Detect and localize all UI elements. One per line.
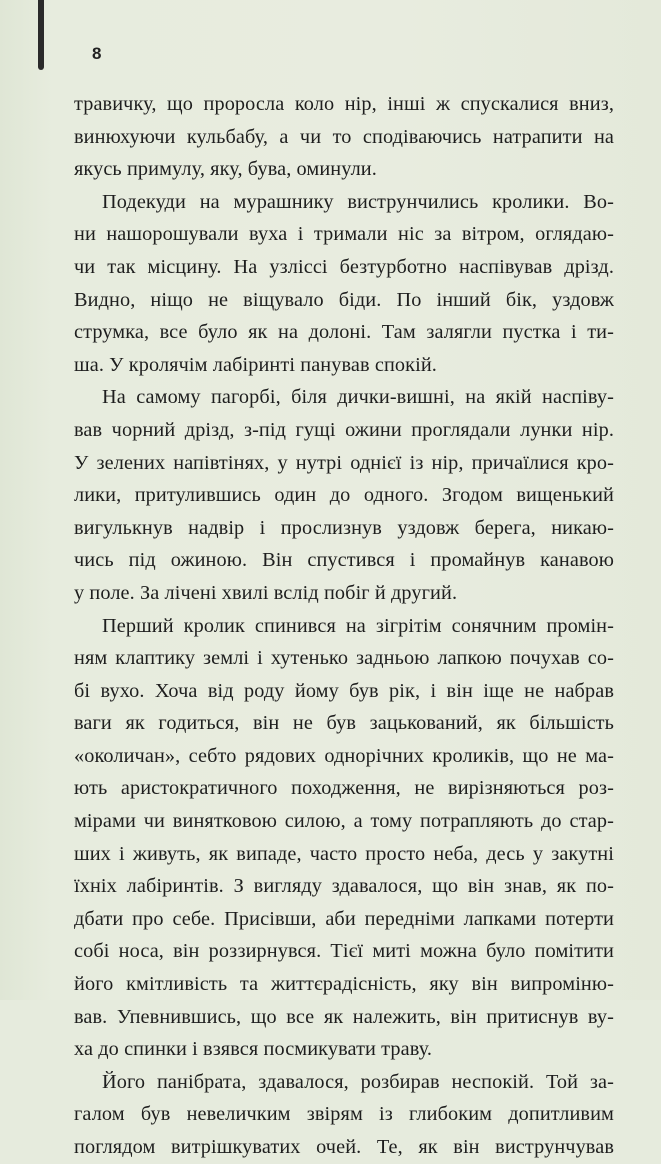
text-line: винюхуючи кульбабу, а чи то сподіваючись натрапити на — [74, 125, 614, 148]
text-line: ням клаптику землі і хутенько задньою лапкою почухав со- — [74, 647, 614, 670]
text-line: собі носа, він роззирнувся. Тієї миті можна було помітити — [74, 940, 614, 963]
text-line: струмка, все було як на долоні. Там залягли пустка і ти- — [74, 321, 614, 344]
text-line: травичку, що проросла коло нір, інші ж спускалися вниз, — [74, 93, 614, 115]
text-line: Його панібрата, здавалося, розбирав неспокій. Той за- — [102, 1070, 614, 1093]
text-line: ших і живуть, як випаде, часто просто неба, десь у закутні — [74, 842, 614, 865]
text-line: у поле. За лічені хвилі вслід побіг й другий. — [74, 581, 458, 604]
text-line: якусь примулу, яку, бува, оминули. — [74, 158, 377, 181]
text-line: ха до спинки і взявся посмикувати траву. — [74, 1038, 433, 1061]
text-line: їхніх лабіринтів. З вигляду здавалося, що він знав, як по- — [74, 875, 614, 898]
text-line: «околичан», себто рядових однорічних кроликів, що не ма- — [74, 744, 614, 767]
text-line: ваги як годиться, він не був зацькований, як більшість — [74, 712, 614, 735]
body-text — [74, 88, 614, 1164]
text-line: ша. У кролячім лабіринті панував спокій. — [74, 353, 437, 376]
text-line: бі вухо. Хоча від роду йому був рік, і він іще не набрав — [74, 679, 614, 702]
page-edge-mark — [38, 0, 44, 70]
text-line: Видно, ніщо не віщувало біди. По інший бік, уздовж — [74, 288, 614, 311]
text-line: поглядом витрішкуватих очей. Те, як він виструнчував — [74, 1136, 614, 1158]
text-line: вигулькнув надвір і прослизнув уздовж берега, никаю- — [74, 516, 614, 539]
text-line: вав чорний дрізд, з-під гущі ожини проглядали лунки нір. — [74, 418, 614, 441]
text-line: чи так місцину. На узліссі безтурботно наспівував дрізд. — [74, 255, 614, 278]
text-line: чись під ожиною. Він спустився і промайнув канавою — [74, 549, 614, 572]
text-line: лики, притулившись один до одного. Згодом вищенький — [74, 484, 614, 507]
text-line: Перший кролик спинився на зігрітім сонячним промін- — [102, 614, 614, 637]
text-line: ни нашорошували вуха і тримали ніс за вітром, оглядаю- — [74, 223, 614, 246]
text-line: ють аристократичного походження, не вирізняються роз- — [74, 777, 614, 800]
text-line: мірами чи винятковою силою, а тому потрапляють до стар- — [74, 810, 614, 833]
text-line: галом був невеличким звірям із глибоким допитливим — [74, 1103, 614, 1126]
text-line: вав. Упевнившись, що все як належить, він притиснув ву- — [74, 1005, 614, 1028]
page-number: 8 — [92, 44, 102, 63]
text-line: його кмітливість та життєрадісність, яку він випроміню- — [74, 973, 614, 996]
text-line: Подекуди на мурашнику виструнчились кролики. Во- — [102, 190, 614, 213]
text-line: На самому пагорбі, біля дички-вишні, на якій наспіву- — [102, 386, 614, 409]
text-line: У зелених напівтінях, у нутрі однієї із нір, причаїлися кро- — [74, 451, 614, 474]
text-line: дбати про себе. Присівши, аби передніми лапками потерти — [74, 907, 614, 930]
